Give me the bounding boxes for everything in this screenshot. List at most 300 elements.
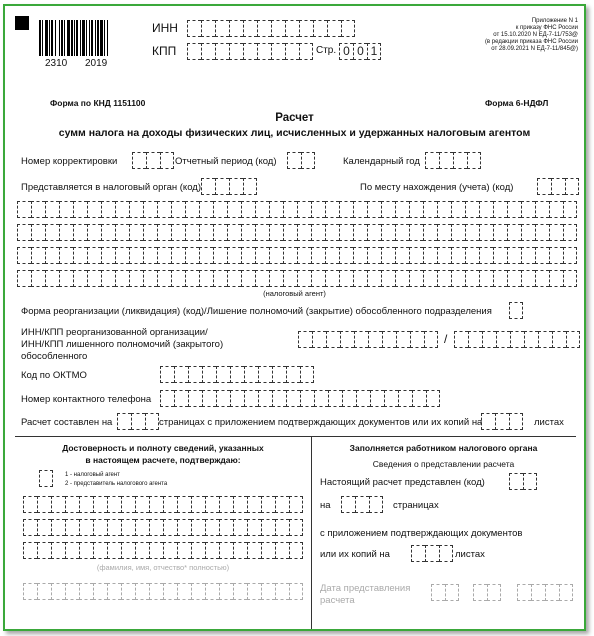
- input-cell[interactable]: [191, 519, 205, 536]
- input-cell[interactable]: [187, 20, 201, 37]
- input-cell[interactable]: [353, 201, 367, 218]
- input-cell[interactable]: [73, 224, 87, 241]
- input-cell[interactable]: [269, 247, 283, 264]
- input-cell[interactable]: [213, 201, 227, 218]
- input-cell[interactable]: [171, 224, 185, 241]
- input-cell[interactable]: [45, 224, 59, 241]
- input-cell[interactable]: [227, 247, 241, 264]
- input-cell[interactable]: [275, 583, 289, 600]
- input-cell[interactable]: [473, 584, 487, 601]
- input-cell[interactable]: [437, 247, 451, 264]
- input-cell[interactable]: [269, 201, 283, 218]
- input-cell[interactable]: [143, 270, 157, 287]
- input-cell[interactable]: [135, 583, 149, 600]
- input-cell[interactable]: [411, 545, 425, 562]
- input-cell[interactable]: [17, 201, 31, 218]
- signature-row[interactable]: [23, 583, 303, 600]
- input-cell[interactable]: [205, 583, 219, 600]
- input-cell[interactable]: [257, 20, 271, 37]
- input-cell[interactable]: [354, 331, 368, 348]
- input-cell[interactable]: [431, 584, 445, 601]
- input-cell[interactable]: [115, 201, 129, 218]
- inn-cells[interactable]: [187, 20, 355, 37]
- input-cell[interactable]: [93, 583, 107, 600]
- input-cell[interactable]: [87, 201, 101, 218]
- input-cell[interactable]: [255, 201, 269, 218]
- input-cell[interactable]: [325, 270, 339, 287]
- input-cell[interactable]: [213, 247, 227, 264]
- input-cell[interactable]: [479, 201, 493, 218]
- input-cell[interactable]: [261, 496, 275, 513]
- input-cell[interactable]: [39, 470, 53, 487]
- input-cell[interactable]: [300, 366, 314, 383]
- input-cell[interactable]: [283, 247, 297, 264]
- input-cell[interactable]: [45, 270, 59, 287]
- input-cell[interactable]: [17, 224, 31, 241]
- input-cell[interactable]: [243, 20, 257, 37]
- input-cell[interactable]: [59, 247, 73, 264]
- input-cell[interactable]: [439, 152, 453, 169]
- input-cell[interactable]: [185, 247, 199, 264]
- input-cell[interactable]: [107, 583, 121, 600]
- input-cell[interactable]: [199, 201, 213, 218]
- agent-name-row-4[interactable]: [17, 270, 577, 287]
- input-cell[interactable]: [314, 390, 328, 407]
- input-cell[interactable]: [328, 390, 342, 407]
- input-cell[interactable]: [65, 496, 79, 513]
- reorg-form-cells[interactable]: [509, 302, 523, 319]
- input-cell[interactable]: [437, 224, 451, 241]
- input-cell[interactable]: [269, 270, 283, 287]
- input-cell[interactable]: [301, 152, 315, 169]
- input-cell[interactable]: [241, 270, 255, 287]
- input-cell[interactable]: [115, 224, 129, 241]
- input-cell[interactable]: [286, 366, 300, 383]
- input-cell[interactable]: [549, 201, 563, 218]
- input-cell[interactable]: [201, 20, 215, 37]
- input-cell[interactable]: [398, 390, 412, 407]
- input-cell[interactable]: [327, 20, 341, 37]
- input-cell[interactable]: [243, 43, 257, 60]
- input-cell[interactable]: [31, 224, 45, 241]
- input-cell[interactable]: [73, 247, 87, 264]
- input-cell[interactable]: [261, 542, 275, 559]
- input-cell[interactable]: [299, 20, 313, 37]
- input-cell[interactable]: [300, 390, 314, 407]
- date-year-cells[interactable]: [517, 584, 573, 601]
- input-cell[interactable]: [325, 247, 339, 264]
- input-cell[interactable]: [163, 496, 177, 513]
- input-cell[interactable]: [177, 583, 191, 600]
- input-cell[interactable]: [451, 201, 465, 218]
- input-cell[interactable]: [353, 247, 367, 264]
- input-cell[interactable]: [545, 584, 559, 601]
- input-cell[interactable]: [425, 545, 439, 562]
- input-cell[interactable]: [115, 270, 129, 287]
- input-cell[interactable]: [367, 201, 381, 218]
- calendar-year-cells[interactable]: [425, 152, 481, 169]
- input-cell[interactable]: [177, 519, 191, 536]
- input-cell[interactable]: [230, 366, 244, 383]
- input-cell[interactable]: [115, 247, 129, 264]
- input-cell[interactable]: [395, 224, 409, 241]
- input-cell[interactable]: [549, 224, 563, 241]
- input-cell[interactable]: [468, 331, 482, 348]
- input-cell[interactable]: [368, 331, 382, 348]
- input-cell[interactable]: [481, 413, 495, 430]
- input-cell[interactable]: [227, 201, 241, 218]
- input-cell[interactable]: [339, 247, 353, 264]
- input-cell[interactable]: [79, 583, 93, 600]
- input-cell[interactable]: [129, 224, 143, 241]
- input-cell[interactable]: [101, 201, 115, 218]
- input-cell[interactable]: [157, 201, 171, 218]
- input-cell[interactable]: [311, 270, 325, 287]
- input-cell[interactable]: [51, 542, 65, 559]
- input-cell[interactable]: [531, 584, 545, 601]
- input-cell[interactable]: [341, 496, 355, 513]
- input-cell[interactable]: [509, 473, 523, 490]
- date-day-cells[interactable]: [431, 584, 459, 601]
- input-cell[interactable]: [101, 270, 115, 287]
- input-cell[interactable]: [87, 247, 101, 264]
- input-cell[interactable]: [275, 519, 289, 536]
- input-cell[interactable]: [313, 20, 327, 37]
- input-cell[interactable]: [185, 201, 199, 218]
- input-cell[interactable]: [37, 583, 51, 600]
- input-cell[interactable]: [129, 270, 143, 287]
- input-cell[interactable]: [129, 247, 143, 264]
- input-cell[interactable]: [261, 519, 275, 536]
- input-cell[interactable]: [199, 247, 213, 264]
- input-cell[interactable]: [381, 224, 395, 241]
- input-cell[interactable]: [160, 152, 174, 169]
- input-cell[interactable]: [384, 390, 398, 407]
- input-cell[interactable]: [73, 270, 87, 287]
- input-cell[interactable]: [445, 584, 459, 601]
- tax-authority-cells[interactable]: [201, 178, 257, 195]
- input-cell[interactable]: [563, 247, 577, 264]
- input-cell[interactable]: [566, 331, 580, 348]
- input-cell[interactable]: [287, 152, 301, 169]
- input-cell[interactable]: [37, 496, 51, 513]
- input-cell[interactable]: [437, 201, 451, 218]
- phone-cells[interactable]: [160, 390, 440, 407]
- input-cell[interactable]: [559, 584, 573, 601]
- input-cell[interactable]: [453, 152, 467, 169]
- input-cell[interactable]: [45, 201, 59, 218]
- input-cell[interactable]: [185, 224, 199, 241]
- input-cell[interactable]: [298, 331, 312, 348]
- input-cell[interactable]: [174, 390, 188, 407]
- input-cell[interactable]: [187, 43, 201, 60]
- input-cell[interactable]: [437, 270, 451, 287]
- input-cell[interactable]: [185, 270, 199, 287]
- input-cell[interactable]: [202, 390, 216, 407]
- input-cell[interactable]: [507, 201, 521, 218]
- input-cell[interactable]: [202, 366, 216, 383]
- input-cell[interactable]: [79, 496, 93, 513]
- input-cell[interactable]: [244, 366, 258, 383]
- input-cell[interactable]: [507, 247, 521, 264]
- input-cell[interactable]: [199, 224, 213, 241]
- input-cell[interactable]: [451, 224, 465, 241]
- input-cell[interactable]: [215, 43, 229, 60]
- input-cell[interactable]: [552, 331, 566, 348]
- input-cell[interactable]: [396, 331, 410, 348]
- input-cell[interactable]: [146, 152, 160, 169]
- input-cell[interactable]: [535, 201, 549, 218]
- input-cell[interactable]: [467, 152, 481, 169]
- input-cell[interactable]: [423, 270, 437, 287]
- input-cell[interactable]: [367, 270, 381, 287]
- input-cell[interactable]: [87, 270, 101, 287]
- input-cell[interactable]: [23, 519, 37, 536]
- input-cell[interactable]: [143, 247, 157, 264]
- input-cell[interactable]: [171, 270, 185, 287]
- input-cell[interactable]: [493, 201, 507, 218]
- input-cell[interactable]: [135, 496, 149, 513]
- input-cell[interactable]: [205, 496, 219, 513]
- input-cell[interactable]: [121, 519, 135, 536]
- input-cell[interactable]: [487, 584, 501, 601]
- input-cell[interactable]: [285, 43, 299, 60]
- input-cell[interactable]: [51, 519, 65, 536]
- input-cell[interactable]: [216, 366, 230, 383]
- input-cell[interactable]: [410, 331, 424, 348]
- input-cell[interactable]: [272, 390, 286, 407]
- input-cell[interactable]: [51, 496, 65, 513]
- input-cell[interactable]: [216, 390, 230, 407]
- input-cell[interactable]: [233, 583, 247, 600]
- input-cell[interactable]: [549, 270, 563, 287]
- input-cell[interactable]: [23, 542, 37, 559]
- input-cell[interactable]: [143, 224, 157, 241]
- input-cell[interactable]: [131, 413, 145, 430]
- input-cell[interactable]: [160, 390, 174, 407]
- input-cell[interactable]: [339, 201, 353, 218]
- input-cell[interactable]: [247, 542, 261, 559]
- correction-number-cells[interactable]: [132, 152, 174, 169]
- input-cell[interactable]: [563, 201, 577, 218]
- reporting-period-cells[interactable]: [287, 152, 315, 169]
- input-cell[interactable]: [289, 519, 303, 536]
- input-cell[interactable]: [369, 496, 383, 513]
- input-cell[interactable]: [439, 545, 453, 562]
- input-cell[interactable]: [258, 390, 272, 407]
- presented-pages-cells[interactable]: [341, 496, 383, 513]
- input-cell[interactable]: [423, 224, 437, 241]
- input-cell[interactable]: [382, 331, 396, 348]
- signer-type-cell[interactable]: [39, 470, 53, 487]
- input-cell[interactable]: [219, 496, 233, 513]
- agent-name-row-2[interactable]: [17, 224, 577, 241]
- location-cells[interactable]: [537, 178, 579, 195]
- input-cell[interactable]: [233, 519, 247, 536]
- input-cell[interactable]: [31, 247, 45, 264]
- input-cell[interactable]: [257, 43, 271, 60]
- input-cell[interactable]: [521, 270, 535, 287]
- input-cell[interactable]: [233, 496, 247, 513]
- input-cell[interactable]: [395, 247, 409, 264]
- input-cell[interactable]: [381, 270, 395, 287]
- input-cell[interactable]: [409, 224, 423, 241]
- input-cell[interactable]: [409, 247, 423, 264]
- input-cell[interactable]: [353, 270, 367, 287]
- input-cell[interactable]: [227, 270, 241, 287]
- input-cell[interactable]: [143, 201, 157, 218]
- input-cell[interactable]: [535, 247, 549, 264]
- input-cell[interactable]: [535, 270, 549, 287]
- input-cell[interactable]: [353, 224, 367, 241]
- input-cell[interactable]: [219, 583, 233, 600]
- input-cell[interactable]: [121, 542, 135, 559]
- input-cell[interactable]: [549, 247, 563, 264]
- input-cell[interactable]: [311, 224, 325, 241]
- input-cell[interactable]: [356, 390, 370, 407]
- input-cell[interactable]: [73, 201, 87, 218]
- date-month-cells[interactable]: [473, 584, 501, 601]
- input-cell[interactable]: [255, 247, 269, 264]
- input-cell[interactable]: [479, 224, 493, 241]
- input-cell[interactable]: [93, 519, 107, 536]
- input-cell[interactable]: [157, 224, 171, 241]
- input-cell[interactable]: [465, 201, 479, 218]
- input-cell[interactable]: [565, 178, 579, 195]
- input-cell[interactable]: [149, 519, 163, 536]
- input-cell[interactable]: [395, 201, 409, 218]
- input-cell[interactable]: [51, 583, 65, 600]
- input-cell[interactable]: [325, 201, 339, 218]
- input-cell[interactable]: [129, 201, 143, 218]
- agent-name-row-1[interactable]: [17, 201, 577, 218]
- fio-row-3[interactable]: [23, 542, 303, 559]
- composed-pages-cells[interactable]: [117, 413, 159, 430]
- input-cell[interactable]: [509, 302, 523, 319]
- input-cell[interactable]: [493, 247, 507, 264]
- input-cell[interactable]: [370, 390, 384, 407]
- input-cell[interactable]: [507, 270, 521, 287]
- input-cell[interactable]: [31, 270, 45, 287]
- input-cell[interactable]: [177, 542, 191, 559]
- input-cell[interactable]: [101, 224, 115, 241]
- input-cell[interactable]: [339, 224, 353, 241]
- input-cell[interactable]: [271, 20, 285, 37]
- input-cell[interactable]: [507, 224, 521, 241]
- input-cell[interactable]: [79, 542, 93, 559]
- input-cell[interactable]: [188, 390, 202, 407]
- input-cell[interactable]: [289, 496, 303, 513]
- input-cell[interactable]: [479, 247, 493, 264]
- input-cell[interactable]: [341, 20, 355, 37]
- input-cell[interactable]: [160, 366, 174, 383]
- input-cell[interactable]: [563, 224, 577, 241]
- input-cell[interactable]: [65, 519, 79, 536]
- input-cell[interactable]: [465, 224, 479, 241]
- input-cell[interactable]: [59, 224, 73, 241]
- input-cell[interactable]: [121, 496, 135, 513]
- input-cell[interactable]: [509, 413, 523, 430]
- input-cell[interactable]: [479, 270, 493, 287]
- page-number-cells[interactable]: [339, 43, 381, 60]
- input-cell[interactable]: [423, 247, 437, 264]
- input-cell[interactable]: [451, 270, 465, 287]
- input-cell[interactable]: [537, 178, 551, 195]
- input-cell[interactable]: [219, 542, 233, 559]
- input-cell[interactable]: [101, 247, 115, 264]
- input-cell[interactable]: [59, 201, 73, 218]
- input-cell[interactable]: [191, 583, 205, 600]
- input-cell[interactable]: [395, 270, 409, 287]
- input-cell[interactable]: [215, 20, 229, 37]
- input-cell[interactable]: [171, 201, 185, 218]
- input-cell[interactable]: [241, 224, 255, 241]
- input-cell[interactable]: [312, 331, 326, 348]
- input-cell[interactable]: [174, 366, 188, 383]
- input-cell[interactable]: [355, 496, 369, 513]
- input-cell[interactable]: [289, 583, 303, 600]
- kpp-cells[interactable]: [187, 43, 313, 60]
- input-cell[interactable]: [191, 542, 205, 559]
- input-cell[interactable]: [163, 519, 177, 536]
- input-cell[interactable]: [17, 270, 31, 287]
- input-cell[interactable]: [87, 224, 101, 241]
- input-cell[interactable]: [409, 201, 423, 218]
- input-cell[interactable]: [423, 201, 437, 218]
- input-cell[interactable]: [135, 542, 149, 559]
- input-cell[interactable]: [45, 247, 59, 264]
- input-cell[interactable]: [289, 542, 303, 559]
- input-cell[interactable]: [482, 331, 496, 348]
- input-cell[interactable]: [283, 201, 297, 218]
- input-cell[interactable]: [255, 270, 269, 287]
- input-cell[interactable]: [425, 152, 439, 169]
- input-cell[interactable]: [299, 43, 313, 60]
- input-cell[interactable]: [326, 331, 340, 348]
- input-cell[interactable]: [381, 247, 395, 264]
- input-cell[interactable]: [157, 270, 171, 287]
- input-cell[interactable]: [201, 178, 215, 195]
- input-cell[interactable]: [227, 224, 241, 241]
- input-cell[interactable]: [367, 247, 381, 264]
- input-cell[interactable]: [132, 152, 146, 169]
- input-cell[interactable]: [286, 390, 300, 407]
- input-cell[interactable]: [521, 201, 535, 218]
- agent-name-row-3[interactable]: [17, 247, 577, 264]
- input-cell[interactable]: [79, 519, 93, 536]
- input-cell[interactable]: [535, 224, 549, 241]
- input-cell[interactable]: [517, 584, 531, 601]
- input-cell[interactable]: [215, 178, 229, 195]
- input-cell[interactable]: [65, 583, 79, 600]
- input-cell[interactable]: [255, 224, 269, 241]
- input-cell[interactable]: [107, 542, 121, 559]
- fio-row-1[interactable]: [23, 496, 303, 513]
- input-cell[interactable]: [230, 390, 244, 407]
- input-cell[interactable]: [495, 413, 509, 430]
- input-cell[interactable]: [551, 178, 565, 195]
- input-cell[interactable]: [563, 270, 577, 287]
- input-cell[interactable]: [65, 542, 79, 559]
- input-cell[interactable]: [538, 331, 552, 348]
- input-cell[interactable]: [275, 496, 289, 513]
- input-cell[interactable]: [201, 43, 215, 60]
- input-cell[interactable]: [163, 542, 177, 559]
- input-cell[interactable]: [59, 270, 73, 287]
- input-cell[interactable]: [229, 178, 243, 195]
- input-cell[interactable]: [424, 331, 438, 348]
- input-cell[interactable]: [107, 496, 121, 513]
